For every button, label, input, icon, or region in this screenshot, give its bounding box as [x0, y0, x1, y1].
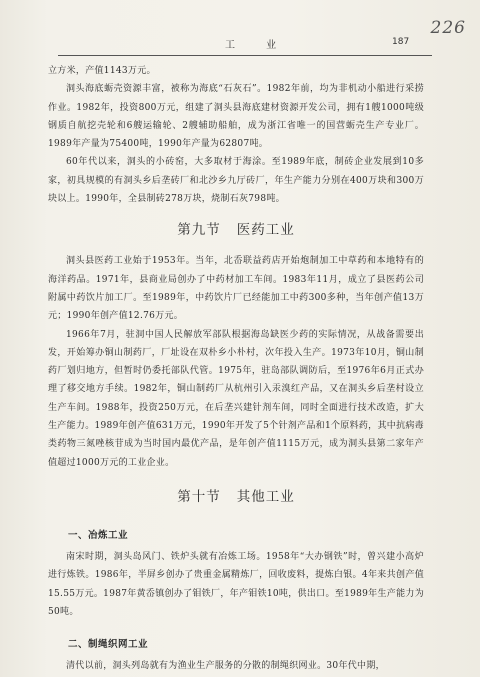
section-title: 医药工业	[236, 222, 295, 239]
paragraph: 洞头县医药工业始于1953年。当年，北岙联益药店开始炮制加工中草药和本地特有的海洋药品。1971年，县商业局创办了中药材加工车间。1983年11月，成立了县医药公司附属中药饮片加工厂。至1989年，中药饮片厂已经能加工中药300多种，当年创产值13万元；1990年创产值12.76万元。	[48, 256, 424, 322]
header-rule	[58, 55, 432, 56]
section-heading-10	[48, 485, 424, 505]
paragraph: 1966年7月，驻洞中国人民解放军部队根据海岛缺医少药的实际情况，从战备需要出发，开始筹办铜山制药厂，厂址设在双朴乡小朴村，次年投入生产。1973年10月，铜山制药厂划归地方，但暂时仍委托部队代管。1975年，驻岛部队调防后，至1976年6月正式办理了移交地方手续。1982年，铜山制药厂从杭州引入汞溴红产品，又在洞头乡后垄村设立生产车间。1988年，投资250万元，在后垄兴建针剂车间，同时全面进行技术改造，扩大生产能力。1989年创产值631万元，1990年开发了5个针剂产品和1个原料药，其中抗病毒类药物三氮唑核苷成为当时国内最优产品，是年创产值1115万元，成为洞头县第二家年产值超过1000万元的工业企业。	[48, 329, 424, 468]
paragraph: 立方米，产值1143万元。	[48, 66, 156, 76]
paragraph: 南宋时期，洞头岛风门、铁炉头就有冶炼工场。1958年“大办钢铁”时，曾兴建小高炉进行炼铁。1986年，半屏乡创办了贵重金属精炼厂，回收废料，提炼白银。4年来共创产值15.55万元。1987年黄岙镇创办了钼铁厂，年产钼铁10吨，供出口。至1989年生产能力为50吨。	[48, 551, 424, 617]
subsection-heading: 二、制绳织网工业	[68, 639, 149, 651]
paragraph: 洞头海底蛎壳资源丰富，被称为海底“石灰石”。1982年前，均为非机动小船进行采捞作业。1982年，投资800万元，组建了洞头县海底建材资源开发公司，拥有1艘1000吨级钢质自航挖壳轮和6艘运输轮、2艘辅助船舶，成为浙江省唯一的国营蛎壳生产专业厂。1989年产量为75400吨，1990年产量为62807吨。	[48, 84, 424, 150]
running-header-title: 工 业	[225, 40, 291, 51]
section-number: 第十节	[177, 488, 221, 505]
page-body	[48, 62, 424, 675]
paragraph: 60年代以来，洞头的小砖窑，大多取材于海涂。至1989年底，制砖企业发展到10多家，初具规模的有洞头乡后垄砖厂和北沙乡九厅砖厂，年生产能力分别在400万块和300万块以上。1990年，全县制砖278万块，烧制石灰798吨。	[48, 157, 424, 205]
handwritten-page-number: 226	[430, 18, 466, 38]
paragraph: 清代以前，洞头列岛就有为渔业生产服务的分散的制绳织网业。30年代中期，	[66, 661, 385, 672]
section-heading-9	[48, 218, 424, 238]
subsection-heading: 一、冶炼工业	[68, 529, 129, 541]
page-number: 187	[392, 37, 410, 47]
section-number: 第九节	[177, 222, 221, 239]
section-title: 其他工业	[236, 488, 295, 505]
